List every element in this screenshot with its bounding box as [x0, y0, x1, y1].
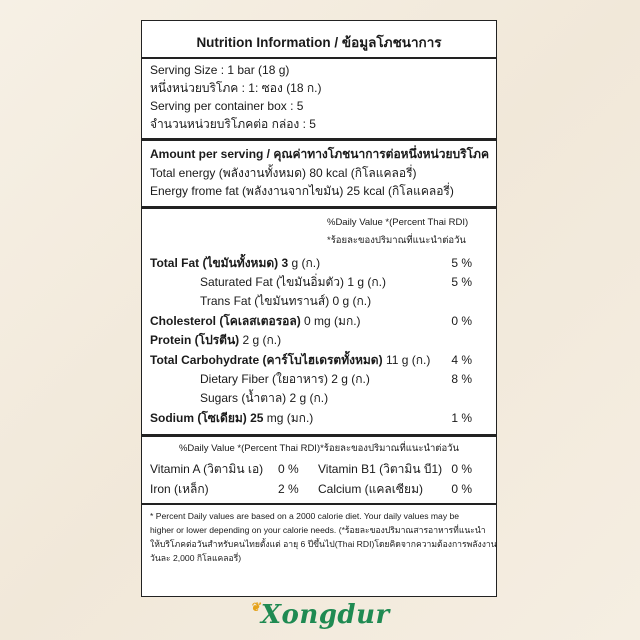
divider-title: [142, 57, 496, 59]
nutrient-name: Cholesterol (โคเลสเตอรอล): [150, 314, 301, 328]
iron-pct: 2 %: [278, 482, 299, 496]
nutrient-total-fat: [150, 256, 320, 270]
divider-vitamins: [142, 503, 496, 505]
nutrient-amount: mg (มก.): [263, 411, 314, 425]
footnote-line-2: higher or lower depending on your calorie needs. (*ร้อยละของปริมาณสารอาหารที่แนะนำ: [150, 525, 486, 535]
nutrient-amount-value: 3: [278, 256, 289, 270]
footnote-line-3: ให้บริโภคต่อวันสำหรับคนไทยตั้งแต่ อายุ 6 ปีขึ้นไป(Thai RDI)โดยคิดจากความต้องการพลังงาน: [150, 539, 497, 549]
nutrient-cholesterol: [150, 314, 361, 328]
nutrient-sodium: [150, 411, 313, 425]
label-title: Nutrition Information / ข้อมูลโภชนาการ: [196, 35, 442, 50]
divider-energy: [142, 206, 496, 209]
vitamin-a: Vitamin A (วิตามิน เอ): [150, 462, 264, 476]
divider-serving: [142, 138, 496, 141]
serving-size: Serving Size : 1 bar (18 g): [150, 63, 290, 77]
nutrition-label: [141, 20, 497, 597]
nutrient-amount: 11 g (ก.): [382, 353, 431, 367]
energy-from-fat: Energy frome fat (พลังงานจากไขมัน) 25 kcal (กิโลแคลอรี่): [150, 184, 454, 198]
servings-per-container: Serving per container box : 5: [150, 99, 304, 113]
nutrient-saturated-fat: Saturated Fat (ไขมันอิ่มตัว) 1 g (ก.): [200, 275, 386, 289]
nutrient-protein: [150, 333, 281, 347]
nutrient-cholesterol-pct: 0 %: [451, 314, 472, 328]
footnote-line-1: * Percent Daily values are based on a 2000 calorie diet. Your daily values may be: [150, 511, 460, 521]
footnote-line-4: วันละ 2,000 กิโลแคลอรี่): [150, 553, 242, 563]
nutrient-dietary-fiber: Dietary Fiber (ใยอาหาร) 2 g (ก.): [200, 372, 370, 386]
vitamin-dv-header: %Daily Value *(Percent Thai RDI)*ร้อยละของปริมาณที่แนะนำต่อวัน: [178, 443, 460, 454]
brand-name: Xongdur: [260, 600, 390, 630]
nutrient-sodium-pct: 1 %: [451, 411, 472, 425]
total-energy: Total energy (พลังงานทั้งหมด) 80 kcal (กิโลแคลอรี่): [150, 166, 417, 180]
nutrient-name: Total Carbohydrate (คาร์โบไฮเดรตทั้งหมด): [150, 353, 383, 367]
divider-nutrients: [142, 434, 496, 437]
vitamin-b1: Vitamin B1 (วิตามิน บี1): [318, 462, 443, 476]
brand-logo: [0, 600, 640, 630]
nutrient-name: Total Fat (ไขมันทั้งหมด): [150, 256, 279, 270]
wheat-icon: ❦: [250, 600, 261, 614]
nutrient-amount: 2 g (ก.): [239, 333, 282, 347]
nutrient-amount: 0 mg (มก.): [300, 314, 361, 328]
dv-header-en: %Daily Value *(Percent Thai RDI): [327, 217, 469, 228]
nutrient-total-carbohydrate: [150, 353, 430, 367]
vitamin-b1-pct: 0 %: [451, 462, 472, 476]
nutrient-amount: g (ก.): [288, 256, 321, 270]
servings-per-container-thai: จำนวนหน่วยบริโภคต่อ กล่อง : 5: [150, 117, 316, 131]
nutrient-name: Protein (โปรตีน): [150, 333, 240, 347]
nutrient-total-fat-pct: 5 %: [451, 256, 472, 270]
amount-header: Amount per serving / คุณค่าทางโภชนาการต่อหนึ่งหน่วยบริโภค: [150, 147, 489, 161]
calcium-pct: 0 %: [451, 482, 472, 496]
nutrient-dietary-fiber-pct: 8 %: [451, 372, 472, 386]
nutrient-amount-value: 25: [246, 411, 264, 425]
nutrient-sugars: Sugars (น้ำตาล) 2 g (ก.): [200, 391, 329, 405]
nutrient-total-carbohydrate-pct: 4 %: [451, 353, 472, 367]
vitamin-a-pct: 0 %: [278, 462, 299, 476]
calcium: Calcium (แคลเซียม): [318, 482, 423, 496]
dv-header-th: *ร้อยละของปริมาณที่แนะนำต่อวัน: [327, 235, 466, 246]
nutrient-trans-fat: Trans Fat (ไขมันทรานส์) 0 g (ก.): [200, 294, 372, 308]
serving-size-thai: หนึ่งหน่วยบริโภค : 1: ซอง (18 ก.): [150, 81, 322, 95]
nutrient-saturated-fat-pct: 5 %: [451, 275, 472, 289]
nutrient-name: Sodium (โซเดียม): [150, 411, 247, 425]
iron: Iron (เหล็ก): [150, 482, 209, 496]
